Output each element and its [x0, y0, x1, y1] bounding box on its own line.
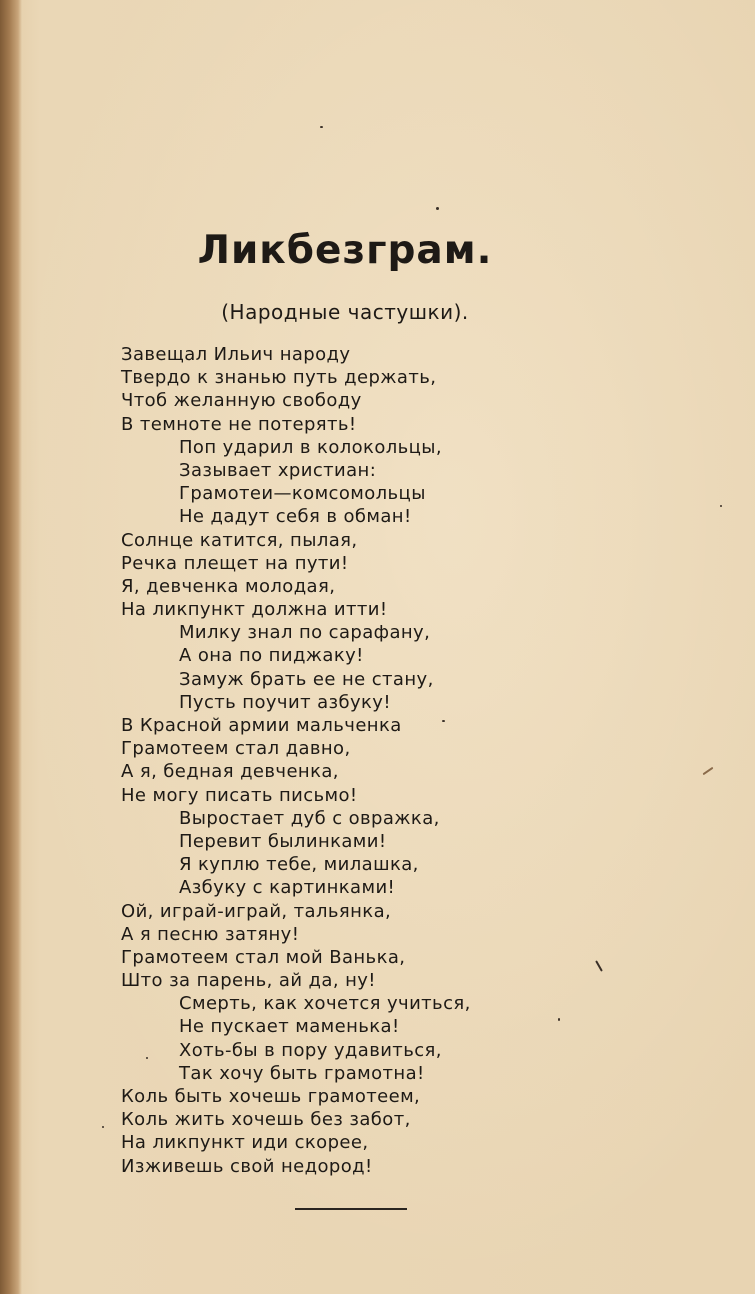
book-spine-edge [0, 0, 22, 1294]
page-subtitle: (Народные частушки). [221, 300, 469, 324]
poem-line: Смерть, как хочется учиться, [179, 993, 471, 1015]
poem-line: Грамотеем стал давно, [121, 738, 351, 760]
poem-line: А я, бедная девченка, [121, 761, 339, 783]
poem-line: Ой, играй-играй, тальянка, [121, 900, 392, 922]
poem-line: Азбуку с картинками! [179, 877, 396, 899]
poem-line: На ликпункт должна итти! [121, 599, 388, 621]
poem-line: Я куплю тебе, милашка, [179, 854, 419, 876]
poem-line: Пусть поучит азбуку! [179, 691, 391, 713]
paper-speck [320, 126, 323, 128]
poem-line: Речка плещет на пути! [121, 552, 349, 574]
poem-line: Поп ударил в колокольцы, [179, 436, 443, 458]
paper-speck [703, 767, 714, 776]
poem-line: На ликпункт иди скорее, [121, 1132, 369, 1154]
poem-line: Перевит былинками! [179, 830, 387, 852]
poem-line: Я, девченка молодая, [121, 575, 336, 597]
paper-speck [436, 207, 439, 210]
poem-line: Зазывает христиан: [179, 459, 377, 481]
poem-line: Выростает дуб с овражка, [179, 807, 440, 829]
paper-speck [102, 1126, 104, 1128]
closing-rule [295, 1208, 407, 1210]
poem-line: Изживешь свой недород! [121, 1155, 373, 1177]
poem-line: А она по пиджаку! [179, 645, 364, 667]
paper-speck [595, 960, 603, 971]
poem-line: Твердо к знанью путь держать, [121, 367, 437, 389]
poem-line: Коль жить хочешь без забот, [121, 1109, 411, 1131]
poem-line: Не могу писать письмо! [121, 784, 358, 806]
poem-line: Не пускает маменька! [179, 1016, 400, 1038]
poem-line: В Красной армии мальченка [121, 715, 402, 736]
poem-line: Так хочу быть грамотна! [179, 1062, 425, 1084]
poem-line: Чтоб желанную свободу [121, 390, 362, 412]
poem-line: Не дадут себя в обман! [179, 506, 412, 528]
poem-text [121, 343, 471, 1178]
paper-speck [558, 1018, 560, 1021]
poem-line: А я песню затяну! [121, 923, 300, 945]
poem-line: Грамотеем стал мой Ванька, [121, 946, 406, 968]
poem-line: Коль быть хочешь грамотеем, [121, 1086, 421, 1107]
poem-line: Замуж брать ее не стану, [179, 668, 434, 690]
poem-line: Завещал Ильич народу [121, 344, 351, 365]
poem-line: Што за парень, ай да, ну! [121, 970, 376, 992]
poem-line: Солнце катится, пылая, [121, 529, 358, 551]
poem-line: Милку знал по сарафану, [179, 622, 431, 644]
paper-speck [720, 505, 722, 507]
page-title: Ликбезграм. [197, 228, 493, 273]
poem-line: Хоть-бы в пору удавиться, [179, 1039, 442, 1061]
poem-line: В темноте не потерять! [121, 413, 357, 435]
poem-line: Грамотеи—комсомольцы [179, 483, 426, 505]
